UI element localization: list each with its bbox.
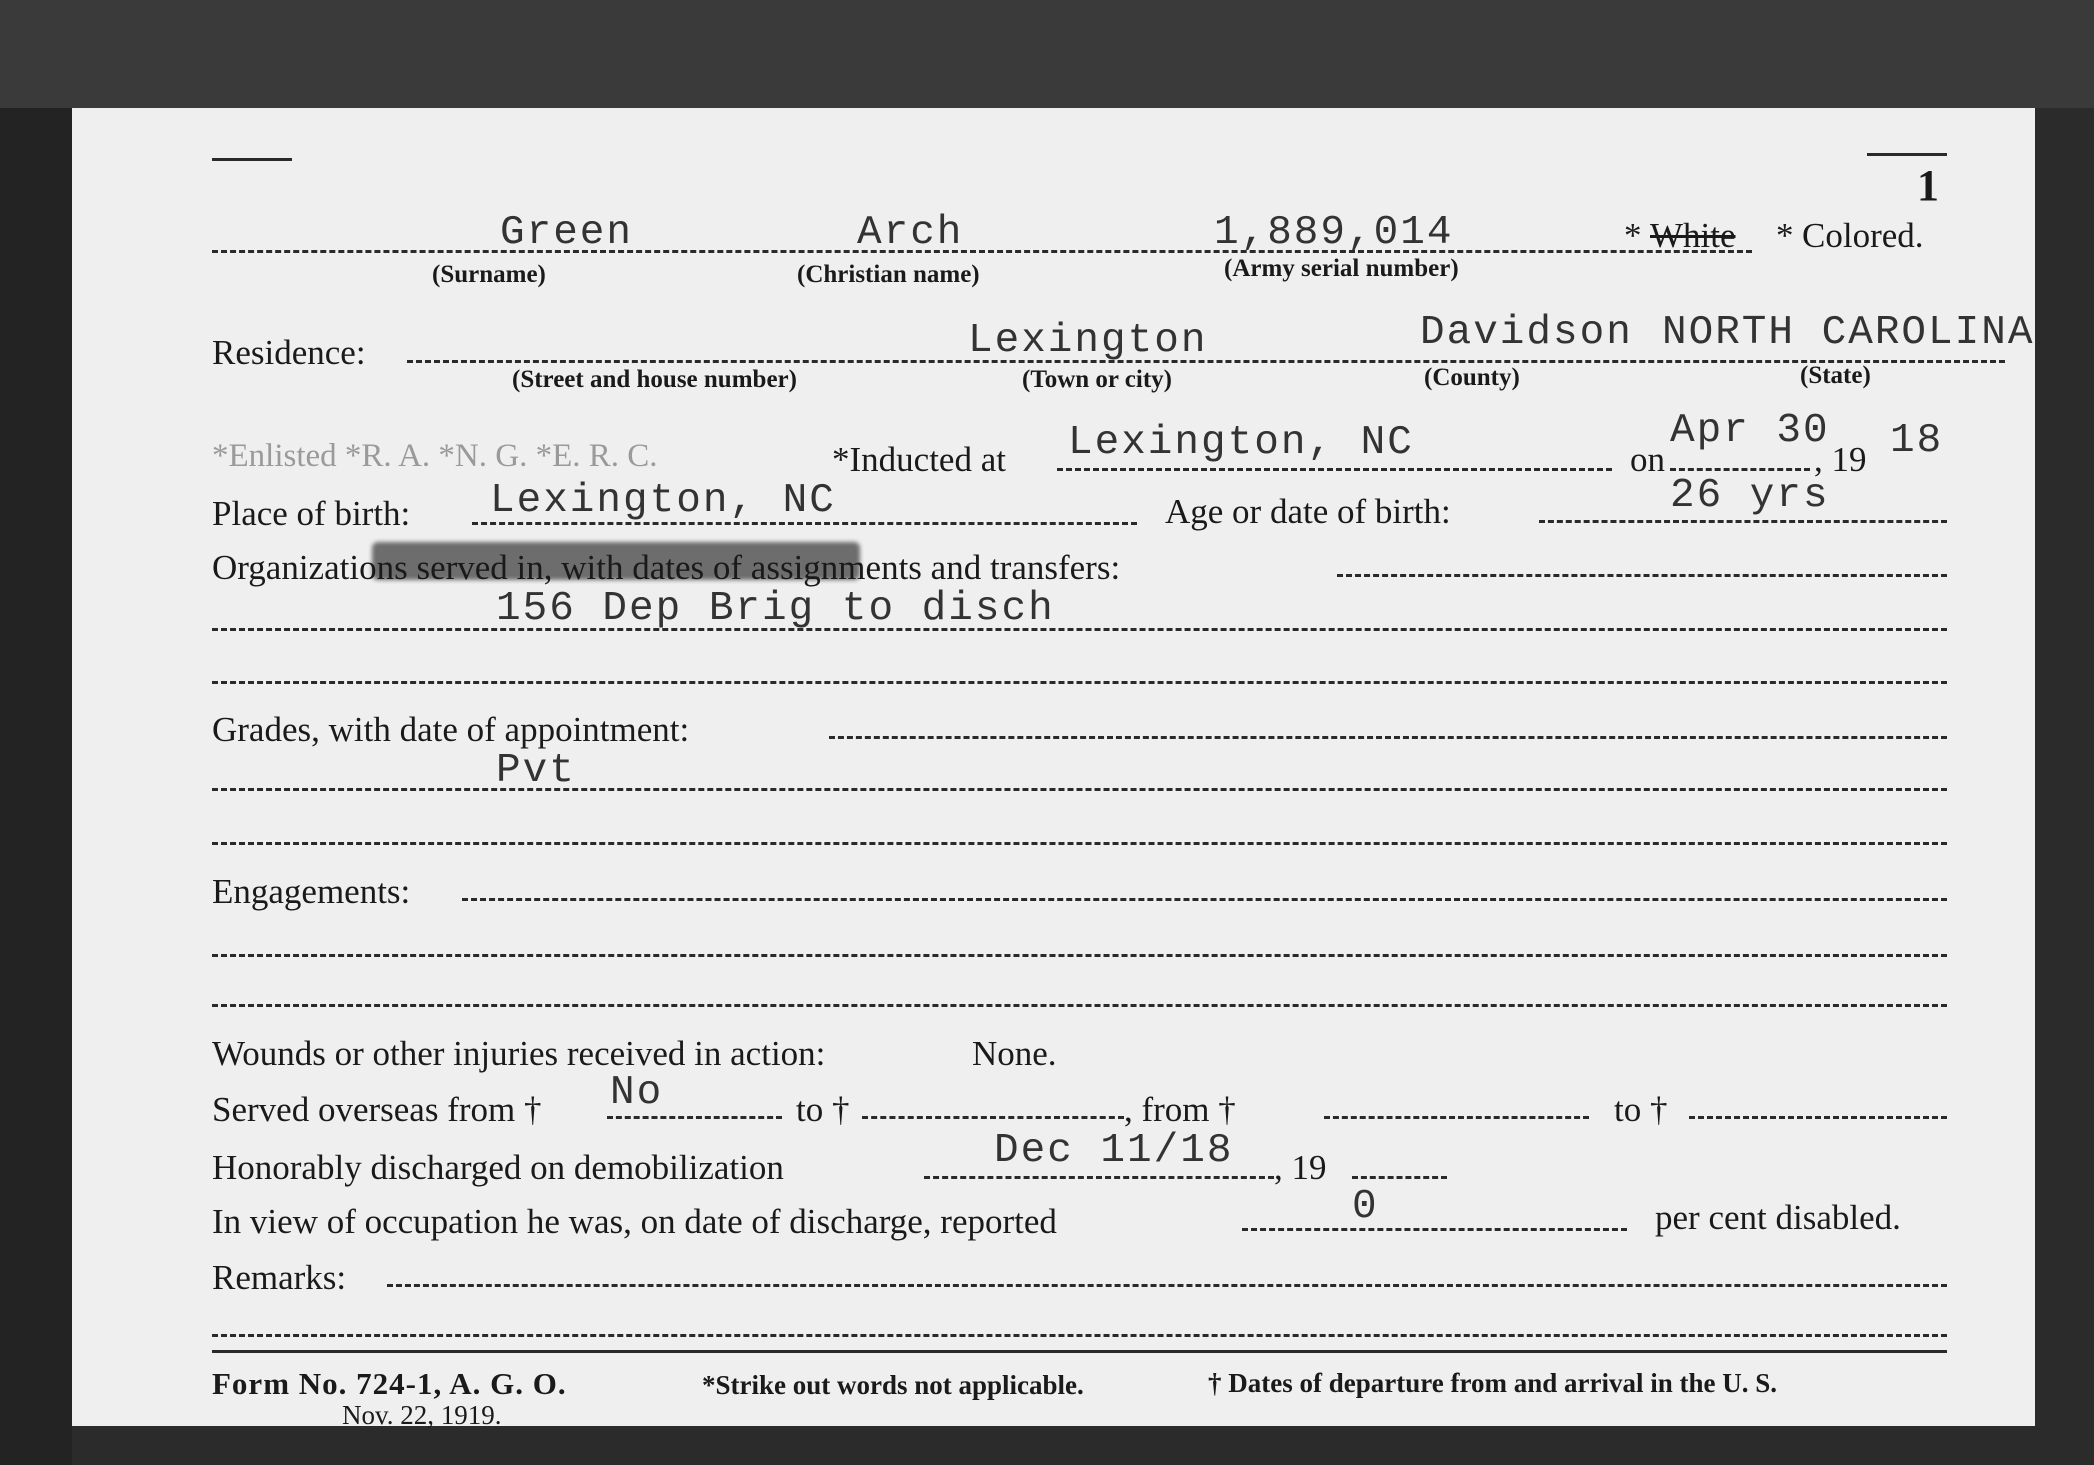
organizations-line-3 (212, 681, 1947, 684)
overseas-from-line (607, 1116, 782, 1119)
age-value: 26 yrs (1670, 473, 1830, 519)
caption-state: (State) (1800, 362, 1871, 389)
residence-state: NORTH CAROLINA (1662, 310, 2035, 356)
race-star-1: * (1624, 216, 1642, 255)
year-suffix: 18 (1890, 418, 1944, 464)
service-record-card (72, 108, 2035, 1430)
overseas-to-label-1: to † (796, 1090, 850, 1129)
inducted-date-line (1670, 468, 1810, 471)
note-dates: † Dates of departure from and arrival in the U. S. (1208, 1368, 1777, 1398)
organizations-line-1 (1337, 574, 1947, 577)
grades-label: Grades, with date of appointment: (212, 710, 690, 749)
background-left (0, 108, 72, 1465)
discharged-year-line (1352, 1176, 1447, 1179)
age-label: Age or date of birth: (1165, 492, 1451, 531)
footer-rule (212, 1350, 1947, 1353)
overseas-to-line-1 (862, 1116, 1124, 1119)
caption-surname: (Surname) (432, 261, 546, 288)
race-colored: Colored. (1802, 216, 1924, 255)
card-number: 1 (1917, 161, 1939, 210)
form-date: Nov. 22, 1919. (342, 1400, 502, 1430)
disabled-suffix: per cent disabled. (1655, 1198, 1901, 1237)
year-prefix: , 19 (1814, 440, 1867, 479)
disabled-value: 0 (1352, 1184, 1379, 1230)
organizations-line-2 (212, 628, 1947, 631)
caption-christian: (Christian name) (797, 261, 980, 288)
discharged-year: , 19 (1274, 1148, 1327, 1187)
discharged-label: Honorably discharged on demobilization (212, 1148, 784, 1187)
remarks-label: Remarks: (212, 1258, 347, 1297)
engagements-line-2 (212, 954, 1947, 957)
race-star-2: * (1776, 216, 1794, 255)
grades-line-1 (829, 736, 1947, 739)
enlisted-struck: *Enlisted *R. A. *N. G. *E. R. C. (212, 438, 658, 474)
wounds-value: None. (972, 1034, 1057, 1073)
organizations-label: Organizations served in, with dates of assignments and transfers: (212, 548, 1121, 587)
caption-serial: (Army serial number) (1224, 255, 1459, 282)
overseas-from-line-2 (1324, 1116, 1589, 1119)
grades-line-2 (212, 788, 1947, 791)
overseas-value: No (610, 1070, 664, 1116)
discharged-line (924, 1176, 1274, 1179)
card-number-rule (1867, 153, 1947, 156)
race-white: White (1650, 216, 1736, 255)
grades-line-3 (212, 842, 1947, 845)
birth-place: Lexington, NC (490, 478, 836, 524)
disabled-line (1242, 1228, 1627, 1231)
disabled-label: In view of occupation he was, on date of discharge, reported (212, 1202, 1057, 1241)
residence-county: Davidson (1420, 310, 1633, 356)
overseas-label: Served overseas from † (212, 1090, 542, 1129)
name-line (212, 250, 1752, 253)
overseas-to-line-2 (1689, 1116, 1947, 1119)
top-left-rule (212, 158, 292, 161)
inducted-date: Apr 30 (1670, 408, 1830, 454)
inducted-place: Lexington, NC (1068, 420, 1414, 466)
wounds-label: Wounds or other injuries received in action: (212, 1034, 826, 1073)
grades-value: Pvt (496, 748, 576, 794)
engagements-label: Engagements: (212, 872, 411, 911)
residence-town: Lexington (968, 318, 1208, 364)
age-line (1539, 520, 1947, 523)
inducted-line (1057, 468, 1612, 471)
birth-label: Place of birth: (212, 494, 411, 533)
remarks-line-1 (387, 1284, 1947, 1287)
overseas-to-label-2: to † (1614, 1090, 1668, 1129)
serial-number-value: 1,889,014 (1214, 210, 1454, 256)
form-number: Form No. 724-1, A. G. O. (212, 1366, 567, 1401)
organizations-value: 156 Dep Brig to disch (496, 586, 1055, 632)
caption-county: (County) (1424, 364, 1520, 391)
discharged-value: Dec 11/18 (994, 1128, 1234, 1174)
engagements-line-3 (212, 1004, 1947, 1007)
inducted-label: *Inducted at (832, 440, 1006, 479)
on-label: on (1630, 440, 1665, 479)
caption-street: (Street and house number) (512, 366, 797, 393)
overseas-from-label: , from † (1124, 1090, 1236, 1129)
caption-town: (Town or city) (1022, 366, 1172, 393)
remarks-line-2 (212, 1334, 1947, 1337)
background-top (0, 0, 2094, 108)
christian-name-value: Arch (857, 210, 964, 256)
surname-value: Green (500, 210, 634, 256)
engagements-line-1 (462, 898, 1947, 901)
residence-label: Residence: (212, 333, 366, 372)
note-strike: *Strike out words not applicable. (702, 1370, 1084, 1400)
